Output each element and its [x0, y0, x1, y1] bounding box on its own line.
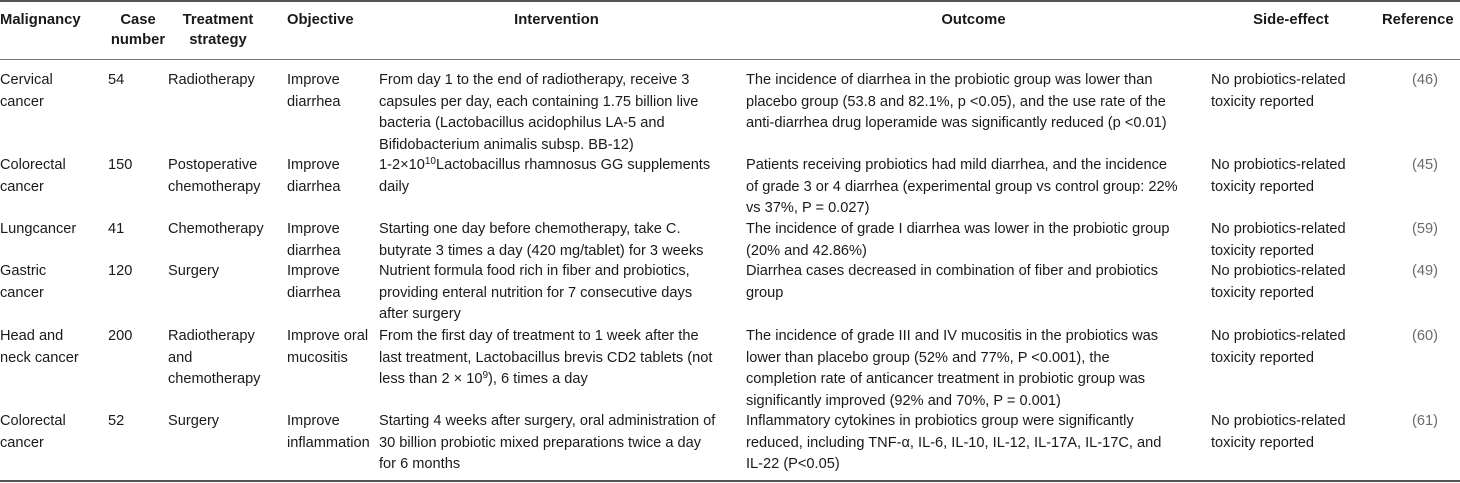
cell-reference	[1376, 219, 1460, 241]
table-header	[0, 0, 1460, 59]
header-malignancy: Malignancy	[0, 12, 81, 28]
cell-case-number: 41	[108, 221, 125, 237]
cell-reference	[1376, 155, 1460, 177]
reference-link[interactable]: (49)	[1412, 263, 1438, 279]
cell-objective: Improve diarrhea	[287, 72, 341, 110]
reference-link[interactable]: (46)	[1412, 72, 1438, 88]
header-treatment-strategy: Treatment strategy	[182, 12, 254, 48]
cell-reference	[1376, 326, 1460, 348]
cell-intervention: Nutrient formula food rich in fiber and probiotics, providing enteral nutrition for 7 consecutive days after surgery	[379, 263, 693, 322]
cell-side-effect: No probiotics-related toxicity reported	[1211, 413, 1346, 451]
reference-link[interactable]: (59)	[1412, 221, 1438, 237]
cell-reference	[1376, 70, 1460, 92]
table-header-rule	[0, 59, 1460, 60]
header-objective: Objective	[287, 12, 354, 28]
cell-treatment: Chemotherapy	[168, 221, 264, 237]
cell-malignancy: Cervical cancer	[0, 72, 53, 110]
cell-malignancy: Colorectal cancer	[0, 157, 66, 195]
cell-objective: Improve diarrhea	[287, 221, 341, 259]
cell-treatment: Radiotherapy	[168, 72, 255, 88]
cell-treatment: Postoperative chemotherapy	[168, 157, 261, 195]
cell-intervention: $1-2\times 10^{10}Lactobacillus$ rhamnosus GG supplements daily	[379, 156, 711, 195]
cell-case-number: 150	[108, 157, 133, 173]
cell-reference	[1376, 261, 1460, 283]
cell-intervention: From the first day of treatment to 1 week after the last treatment, Lactobacillus brevis CD2 tablets (not less than $2 \times 10^9$), 6 times a day	[379, 328, 713, 387]
cell-case-number: 54	[108, 72, 125, 88]
reference-link[interactable]: (45)	[1412, 157, 1438, 173]
cell-malignancy: Gastric cancer	[0, 263, 47, 301]
cell-treatment: Radiotherapy and chemotherapy	[168, 328, 261, 387]
header-outcome: Outcome	[941, 12, 1006, 28]
header-intervention: Intervention	[514, 12, 599, 28]
cell-intervention: From day 1 to the end of radiotherapy, receive 3 capsules per day, each containing 1.75 billion live bacteria (Lactobacillus acidophilus LA-5 and Bifidobacterium animalis subsp. BB-12)	[379, 72, 699, 153]
cell-side-effect: No probiotics-related toxicity reported	[1211, 72, 1346, 110]
header-reference: Reference	[1382, 12, 1454, 28]
header-side-effect: Side-effect	[1253, 12, 1329, 28]
cell-objective: Improve oral mucositis	[287, 328, 369, 366]
cell-case-number: 120	[108, 263, 133, 279]
cell-intervention: Starting 4 weeks after surgery, oral administration of 30 billion probiotic mixed preparations twice a day for 6 months	[379, 413, 716, 472]
cell-side-effect: No probiotics-related toxicity reported	[1211, 328, 1346, 366]
cell-outcome: The incidence of grade III and IV mucositis in the probiotics was lower than placebo group (52% and 77%, P <0.001), the completion rate of anticancer treatment in probiotic group was significantly improved (92% and 70%, P = 0.001)	[746, 328, 1159, 409]
cell-reference	[1376, 411, 1460, 433]
cell-outcome: The incidence of grade I diarrhea was lower in the probiotic group (20% and 42.86%)	[746, 221, 1170, 259]
cell-case-number: 200	[108, 328, 133, 344]
cell-outcome: Patients receiving probiotics had mild diarrhea, and the incidence of grade 3 or 4 diarrhea (experimental group vs control group: 22% vs 37%, P = 0.027)	[746, 157, 1178, 216]
cell-objective: Improve diarrhea	[287, 157, 341, 195]
cell-objective: Improve diarrhea	[287, 263, 341, 301]
cell-outcome: Diarrhea cases decreased in combination of fiber and probiotics group	[746, 263, 1159, 301]
cell-side-effect: No probiotics-related toxicity reported	[1211, 263, 1346, 301]
cell-malignancy: Lungcancer	[0, 221, 77, 237]
cell-intervention: Starting one day before chemotherapy, take C. butyrate 3 times a day (420 mg/tablet) for 3 weeks	[379, 221, 704, 259]
cell-malignancy: Head and neck cancer	[0, 328, 79, 366]
reference-link[interactable]: (60)	[1412, 328, 1438, 344]
cell-outcome: Inflammatory cytokines in probiotics group were significantly reduced, including TNF-α, IL-6, IL-10, IL-12, IL-17A, IL-17C, and IL-22 (P<0.05)	[746, 413, 1162, 472]
cell-outcome: The incidence of diarrhea in the probiotic group was lower than placebo group (53.8 and 82.1%, p <0.05), and the use rate of the anti-diarrhea drug loperamide was significantly reduced (p <0.01)	[746, 72, 1167, 131]
cell-case-number: 52	[108, 413, 125, 429]
header-case-number: Case number	[110, 12, 166, 48]
cell-objective: Improve inflammation	[287, 413, 370, 451]
cell-treatment: Surgery	[168, 263, 220, 279]
cell-malignancy: Colorectal cancer	[0, 413, 66, 451]
cell-treatment: Surgery	[168, 413, 220, 429]
table-bottom-rule	[0, 480, 1460, 482]
reference-link[interactable]: (61)	[1412, 413, 1438, 429]
cell-side-effect: No probiotics-related toxicity reported	[1211, 157, 1346, 195]
cell-side-effect: No probiotics-related toxicity reported	[1211, 221, 1346, 259]
